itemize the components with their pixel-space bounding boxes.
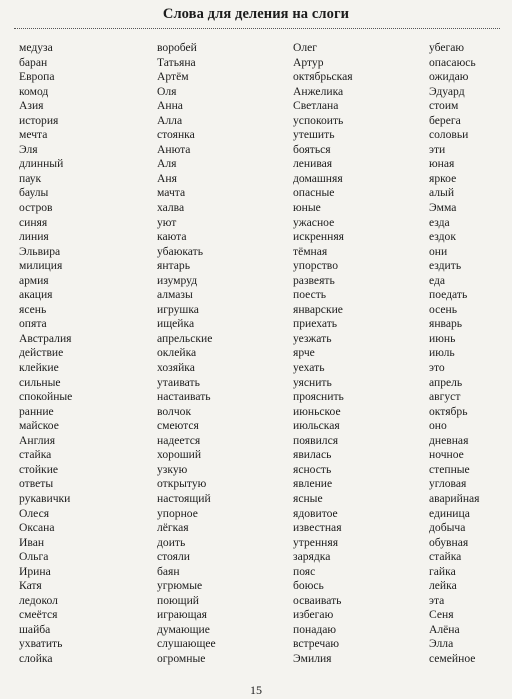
word-item: ищейка xyxy=(157,317,195,331)
word-item: развеять xyxy=(293,273,335,287)
word-item: упорство xyxy=(293,259,338,273)
word-item: Алёна xyxy=(429,622,460,636)
word-item: апрель xyxy=(429,375,463,389)
word-item: акация xyxy=(19,288,53,302)
word-column-4 xyxy=(429,41,480,667)
word-item: игрушка xyxy=(157,302,199,316)
word-item: семейное xyxy=(429,651,476,665)
word-item: утаивать xyxy=(157,375,200,389)
word-item: Эльвира xyxy=(19,244,61,258)
word-item: ясень xyxy=(19,302,47,316)
word-item: обувная xyxy=(429,535,469,549)
word-item: уяснить xyxy=(293,375,332,389)
word-item: это xyxy=(429,361,445,375)
word-item: убегаю xyxy=(429,41,465,54)
word-item: ясные xyxy=(293,491,323,505)
word-item: Светлана xyxy=(293,99,339,113)
word-item: доить xyxy=(157,535,186,549)
word-item: дневная xyxy=(429,433,469,447)
word-item: узкую xyxy=(157,462,188,476)
word-item: ядовитое xyxy=(293,506,338,520)
word-item: они xyxy=(429,244,448,258)
word-item: смеются xyxy=(157,419,199,433)
word-item: осваивать xyxy=(293,593,342,607)
word-item: слушающее xyxy=(157,637,216,651)
word-item: Эля xyxy=(19,142,38,156)
word-item: убаюкать xyxy=(157,244,204,258)
word-item: июль xyxy=(429,346,455,360)
word-item: уезжать xyxy=(293,331,332,345)
word-item: угрюмые xyxy=(157,579,203,593)
word-item: опасные xyxy=(293,186,335,200)
title-divider xyxy=(14,28,500,29)
word-item: длинный xyxy=(19,157,64,171)
word-item: Сеня xyxy=(429,608,454,622)
word-item: майское xyxy=(19,419,59,433)
word-column-1 xyxy=(19,41,72,667)
word-item: эта xyxy=(429,593,445,607)
word-item: лейка xyxy=(429,579,457,593)
word-item: мачта xyxy=(157,186,186,200)
word-item: халва xyxy=(157,201,185,215)
word-item: Англия xyxy=(19,433,56,447)
word-item: оклейка xyxy=(157,346,197,360)
word-item: поесть xyxy=(293,288,327,302)
word-column-3 xyxy=(293,41,353,667)
word-item: Австралия xyxy=(19,331,72,345)
word-item: остров xyxy=(19,201,53,215)
word-item: утренняя xyxy=(293,535,339,549)
word-item: уехать xyxy=(293,361,325,375)
word-item: Артём xyxy=(157,70,189,84)
word-item: апрельские xyxy=(157,331,213,345)
word-item: октябрь xyxy=(429,404,468,418)
word-item: осень xyxy=(429,302,458,316)
word-item: Алла xyxy=(157,113,183,127)
word-item: Артур xyxy=(293,55,324,69)
word-item: ранние xyxy=(19,404,54,418)
word-item: соловьи xyxy=(429,128,469,142)
word-item: угловая xyxy=(429,477,467,491)
word-item: домашняя xyxy=(293,171,343,185)
word-item: январские xyxy=(293,302,343,316)
word-item: действие xyxy=(19,346,64,360)
word-item: Анжелика xyxy=(293,84,344,98)
word-item: пояс xyxy=(293,564,316,578)
page-title: Слова для деления на слоги xyxy=(162,6,350,22)
word-item: ясность xyxy=(293,462,332,476)
word-item: ночное xyxy=(429,448,464,462)
word-item: открытую xyxy=(157,477,207,491)
word-item: история xyxy=(19,113,59,127)
word-item: ездок xyxy=(429,230,456,244)
word-item: рукавички xyxy=(19,491,71,505)
word-item: алмазы xyxy=(157,288,193,302)
word-item: Олеся xyxy=(19,506,50,520)
word-item: уют xyxy=(157,215,177,229)
word-item: слойка xyxy=(19,651,53,665)
word-item: Европа xyxy=(19,70,55,84)
word-item: волчок xyxy=(157,404,192,418)
word-item: поющий xyxy=(157,593,199,607)
word-item: езда xyxy=(429,215,450,229)
word-item: янтарь xyxy=(157,259,190,273)
word-item: успокоить xyxy=(293,113,344,127)
page-number: 15 xyxy=(250,683,262,697)
word-item: стоим xyxy=(429,99,459,113)
word-item: клейкие xyxy=(19,361,59,375)
word-item: ухватить xyxy=(19,637,63,651)
word-item: каюта xyxy=(157,230,187,244)
word-item: появился xyxy=(293,433,339,447)
word-item: ожидаю xyxy=(429,70,469,84)
word-item: зарядка xyxy=(293,550,331,564)
word-item: Ирина xyxy=(19,564,51,578)
word-item: Анюта xyxy=(157,142,191,156)
word-item: берега xyxy=(429,113,461,127)
word-item: боюсь xyxy=(293,579,324,593)
word-item: Азия xyxy=(19,99,44,113)
word-item: ленивая xyxy=(293,157,333,171)
word-item: армия xyxy=(19,273,49,287)
word-item: синяя xyxy=(19,215,48,229)
word-column-2 xyxy=(157,41,216,667)
word-item: степные xyxy=(429,462,470,476)
word-item: юные xyxy=(293,201,321,215)
word-item: сильные xyxy=(19,375,61,389)
word-item: Аня xyxy=(157,171,177,185)
word-item: алый xyxy=(429,186,455,200)
word-item: избегаю xyxy=(293,608,334,622)
word-item: бояться xyxy=(293,142,331,156)
word-item: Эмилия xyxy=(293,651,332,665)
word-item: Оксана xyxy=(19,521,55,535)
word-item: Анна xyxy=(157,99,183,113)
word-item: паук xyxy=(19,171,42,185)
word-item: июнь xyxy=(429,331,456,345)
word-item: настоящий xyxy=(157,491,211,505)
word-item: шайба xyxy=(19,622,51,636)
word-item: стайка xyxy=(429,550,462,564)
word-item: стоянка xyxy=(157,128,195,142)
word-item: приехать xyxy=(293,317,338,331)
word-item: поедать xyxy=(429,288,468,302)
word-item: ужасное xyxy=(293,215,335,229)
word-item: надеется xyxy=(157,433,201,447)
word-item: опасаюсь xyxy=(429,55,476,69)
word-item: Катя xyxy=(19,579,42,593)
word-item: еда xyxy=(429,273,446,287)
word-item: искренняя xyxy=(293,230,345,244)
word-item: известная xyxy=(293,521,342,535)
word-item: баулы xyxy=(19,186,49,200)
word-item: баян xyxy=(157,564,180,578)
word-item: опята xyxy=(19,317,47,331)
word-item: явилась xyxy=(293,448,332,462)
word-item: Олег xyxy=(293,41,318,54)
word-item: октябрьская xyxy=(293,70,353,84)
word-item: настаивать xyxy=(157,390,211,404)
word-item: единица xyxy=(429,506,470,520)
word-item: понадаю xyxy=(293,622,337,636)
word-item: юная xyxy=(429,157,455,171)
word-item: хозяйка xyxy=(157,361,195,375)
word-item: июньское xyxy=(293,404,341,418)
word-item: стойкие xyxy=(19,462,59,476)
word-item: баран xyxy=(19,55,48,69)
word-item: ярче xyxy=(293,346,315,360)
word-item: лёгкая xyxy=(157,521,189,535)
word-item: Аля xyxy=(157,157,177,171)
word-item: стайка xyxy=(19,448,52,462)
word-item: встречаю xyxy=(293,637,340,651)
word-item: гайка xyxy=(429,564,456,578)
word-item: линия xyxy=(19,230,49,244)
word-item: Эдуард xyxy=(429,84,465,98)
word-item: стояли xyxy=(157,550,190,564)
word-item: Татьяна xyxy=(157,55,196,69)
word-item: Эмма xyxy=(429,201,457,215)
word-item: упорное xyxy=(157,506,198,520)
word-item: играющая xyxy=(157,608,207,622)
word-item: смеётся xyxy=(19,608,58,622)
word-item: явление xyxy=(293,477,333,491)
word-item: эти xyxy=(429,142,446,156)
word-item: август xyxy=(429,390,461,404)
word-item: июльская xyxy=(293,419,340,433)
word-item: утешить xyxy=(293,128,335,142)
word-item: мечта xyxy=(19,128,48,142)
word-item: Ольга xyxy=(19,550,49,564)
word-item: ездить xyxy=(429,259,462,273)
word-item: добыча xyxy=(429,521,466,535)
word-item: милиция xyxy=(19,259,63,273)
word-item: спокойные xyxy=(19,390,73,404)
word-item: тёмная xyxy=(293,244,328,258)
word-item: Элла xyxy=(429,637,454,651)
word-item: воробей xyxy=(157,41,197,54)
word-item: медуза xyxy=(19,41,53,54)
word-item: хороший xyxy=(157,448,202,462)
word-item: ответы xyxy=(19,477,54,491)
word-item: думающие xyxy=(157,622,210,636)
word-item: Оля xyxy=(157,84,177,98)
word-item: комод xyxy=(19,84,49,98)
word-item: аварийная xyxy=(429,491,480,505)
word-item: Иван xyxy=(19,535,45,549)
word-item: огромные xyxy=(157,651,206,665)
word-item: оно xyxy=(429,419,447,433)
word-item: прояснить xyxy=(293,390,344,404)
word-item: январь xyxy=(429,317,463,331)
word-item: ледокол xyxy=(19,593,58,607)
word-item: яркое xyxy=(429,171,457,185)
word-item: изумруд xyxy=(157,273,198,287)
